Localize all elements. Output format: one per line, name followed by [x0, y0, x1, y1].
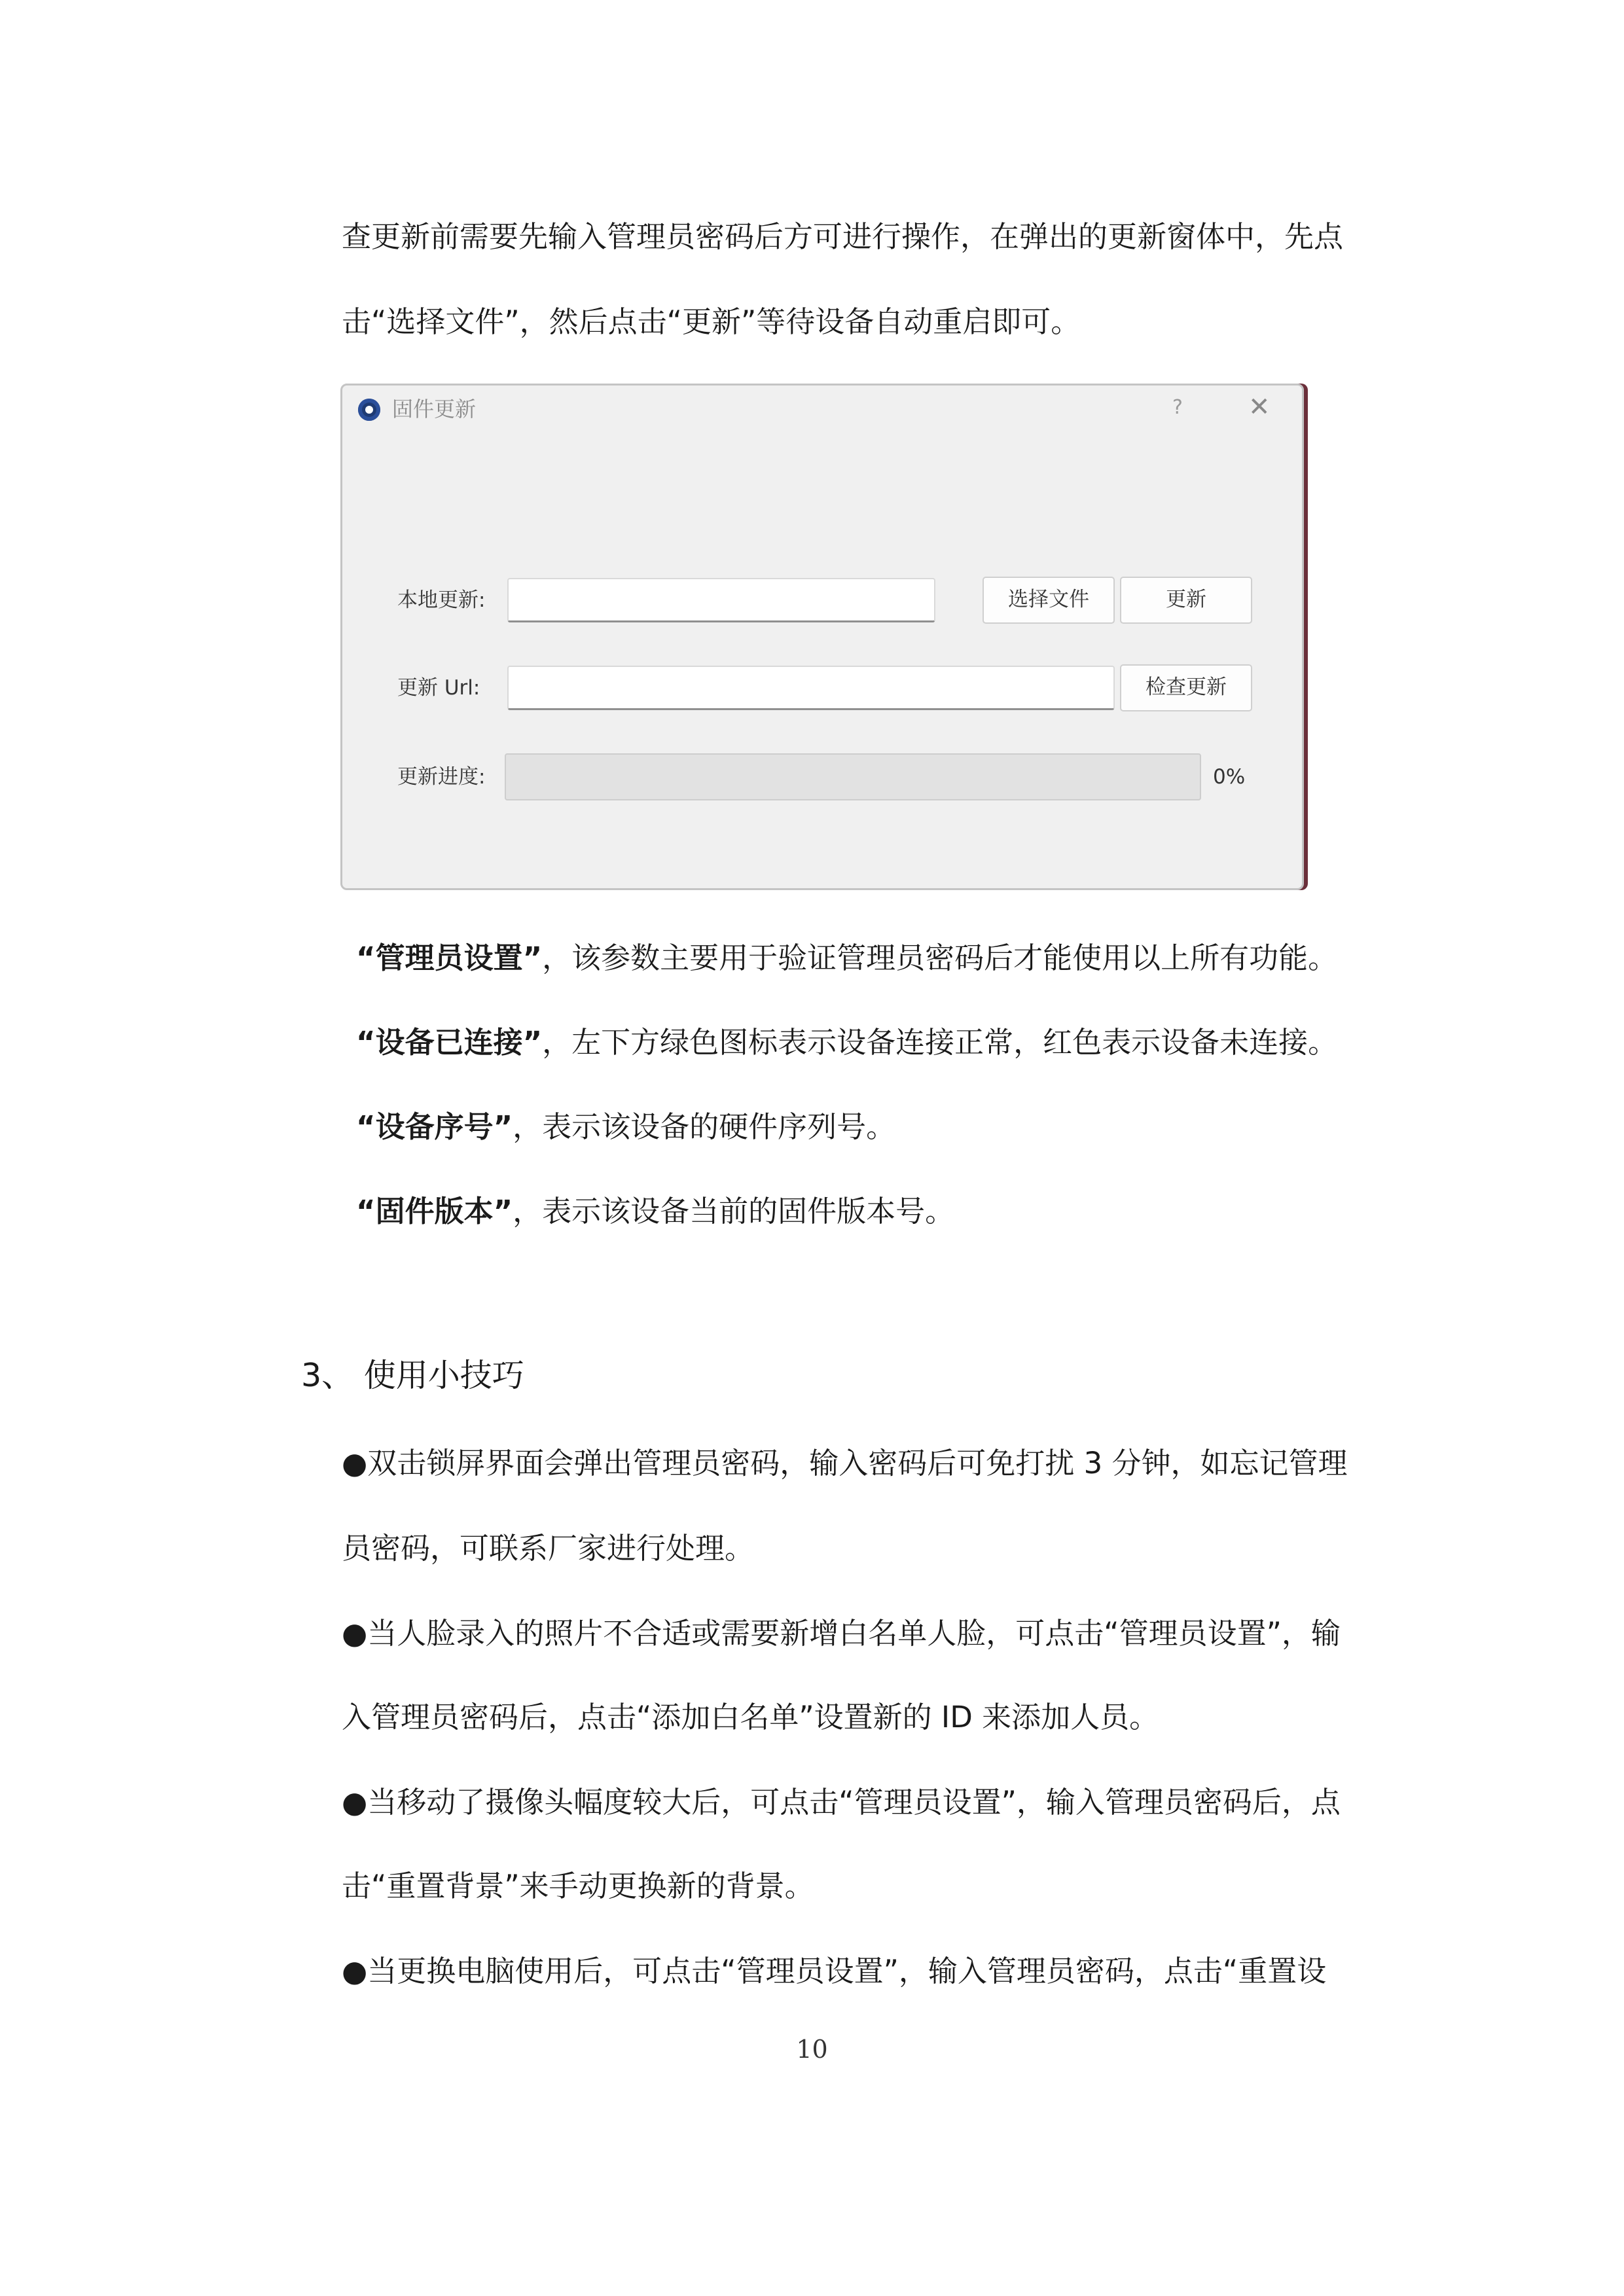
tip-2-line-2: 入管理员密码后，点击“添加白名单”设置新的 ID 来添加人员。 [342, 1700, 1159, 1734]
update-url-field[interactable] [507, 666, 1115, 710]
param-desc: ，表示该设备当前的固件版本号。 [513, 1194, 955, 1229]
dialog-titlebar [342, 386, 1302, 430]
param-item-firmware [356, 1192, 954, 1231]
intro-line-2: 击“选择文件”，然后点击“更新”等待设备自动重启即可。 [342, 304, 1081, 339]
param-item-connected [356, 1023, 1337, 1062]
intro-line-1: 查更新前需要先输入管理员密码后方可进行操作，在弹出的更新窗体中，先点 [342, 219, 1344, 254]
param-item-admin [356, 939, 1337, 978]
update-url-label: 更新 Url: [397, 676, 480, 700]
check-update-button[interactable]: 检查更新 [1120, 664, 1252, 711]
firmware-update-dialog [340, 384, 1304, 890]
param-name: “设备序号” [356, 1109, 513, 1144]
choose-file-button[interactable]: 选择文件 [983, 577, 1115, 624]
tip-4-line-1: ●当更换电脑使用后，可点击“管理员设置”，输入管理员密码，点击“重置设 [342, 1954, 1327, 1988]
tip-1-line-2: 员密码，可联系厂家进行处理。 [342, 1531, 755, 1566]
param-desc: ，左下方绿色图标表示设备连接正常，红色表示设备未连接。 [542, 1025, 1338, 1060]
tip-3-line-2: 击“重置背景”来手动更换新的背景。 [342, 1869, 814, 1903]
local-update-path-field[interactable] [507, 578, 935, 622]
update-progress-label: 更新进度: [397, 765, 486, 789]
param-name: “管理员设置” [356, 941, 543, 975]
param-item-serial [356, 1107, 895, 1147]
help-button[interactable]: ? [1172, 396, 1183, 419]
param-name: “固件版本” [356, 1194, 513, 1229]
section-heading: 3、 使用小技巧 [301, 1357, 524, 1394]
app-logo-icon [358, 399, 380, 421]
tip-3-line-1: ●当移动了摄像头幅度较大后，可点击“管理员设置”，输入管理员密码后，点 [342, 1785, 1341, 1820]
page-number: 10 [796, 2035, 828, 2064]
dialog-title: 固件更新 [392, 397, 477, 422]
tip-1-line-1: ●双击锁屏界面会弹出管理员密码，输入密码后可免打扰 3 分钟，如忘记管理 [342, 1446, 1348, 1480]
update-button[interactable]: 更新 [1120, 577, 1252, 624]
param-name: “设备已连接” [356, 1025, 543, 1060]
local-update-label: 本地更新: [397, 588, 486, 612]
progress-percent: 0% [1213, 765, 1246, 789]
param-desc: ，表示该设备的硬件序列号。 [513, 1109, 896, 1144]
tip-2-line-1: ●当人脸录入的照片不合适或需要新增白名单人脸，可点击“管理员设置”，输 [342, 1616, 1341, 1651]
update-progress-bar [505, 753, 1201, 800]
param-desc: ，该参数主要用于验证管理员密码后才能使用以上所有功能。 [542, 941, 1338, 975]
close-icon[interactable]: ✕ [1248, 392, 1271, 422]
